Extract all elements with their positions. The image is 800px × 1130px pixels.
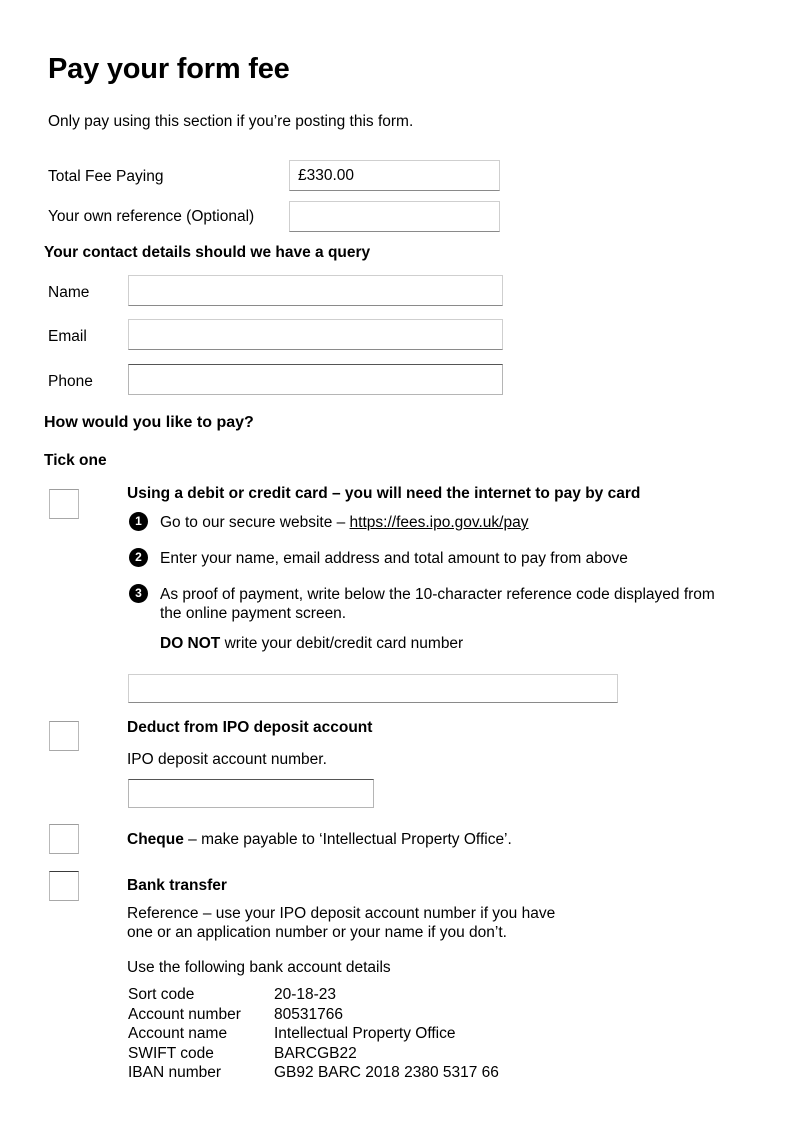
bank-detail-key: IBAN number	[128, 1064, 222, 1081]
checkbox-bank-transfer[interactable]	[49, 871, 79, 901]
bank-account-details	[128, 985, 499, 1083]
bank-detail-row	[128, 1044, 499, 1064]
tick-one-label: Tick one	[44, 452, 107, 469]
bank-transfer-reference-line-1: Reference – use your IPO deposit account number if you have	[127, 905, 556, 922]
payment-heading: How would you like to pay?	[44, 414, 254, 431]
phone-label: Phone	[48, 373, 93, 390]
step-number-3: 3	[129, 584, 148, 603]
do-not-strong: DO NOT	[160, 635, 221, 652]
name-input[interactable]	[128, 275, 503, 306]
bank-detail-key: SWIFT code	[128, 1044, 214, 1062]
name-label: Name	[48, 284, 90, 301]
do-not-rest: write your debit/credit card number	[220, 635, 464, 652]
do-not-warning	[160, 634, 463, 654]
intro-text: Only pay using this section if you’re posting this form.	[48, 113, 414, 130]
cheque-strong: Cheque	[127, 831, 184, 848]
deposit-account-input[interactable]	[128, 779, 374, 808]
bank-transfer-title: Bank transfer	[127, 877, 227, 894]
bank-detail-value: Intellectual Property Office	[274, 1025, 456, 1042]
card-step-2-text: Enter your name, email address and total amount to pay from above	[160, 550, 628, 567]
use-bank-details-label: Use the following bank account details	[127, 959, 391, 976]
deposit-subtitle: IPO deposit account number.	[127, 751, 327, 768]
phone-input[interactable]	[128, 364, 503, 395]
bank-detail-value: 80531766	[274, 1005, 343, 1023]
step-number-2: 2	[129, 548, 148, 567]
email-label: Email	[48, 328, 87, 345]
checkbox-cheque[interactable]	[49, 824, 79, 854]
bank-detail-key: Account number	[128, 1005, 241, 1023]
card-payment-title: Using a debit or credit card – you will need the internet to pay by card	[127, 485, 641, 502]
checkbox-ipo-deposit[interactable]	[49, 721, 79, 751]
fees-pay-link[interactable]: https://fees.ipo.gov.uk/pay	[349, 514, 529, 531]
bank-transfer-reference-line-2: one or an application number or your name if you don’t.	[127, 924, 507, 941]
bank-detail-key: Account name	[128, 1025, 228, 1042]
bank-detail-row	[128, 1024, 499, 1044]
total-fee-label: Total Fee Paying	[48, 168, 164, 185]
bank-detail-value: GB92 BARC 2018 2380 5317 66	[274, 1064, 499, 1081]
own-reference-input[interactable]	[289, 201, 500, 232]
bank-detail-row	[128, 1063, 499, 1083]
bank-detail-value: 20-18-23	[274, 986, 337, 1003]
contact-details-heading: Your contact details should we have a query	[44, 244, 371, 261]
own-reference-label: Your own reference (Optional)	[48, 208, 255, 225]
cheque-rest: – make payable to ‘Intellectual Property Office’.	[183, 831, 512, 848]
deposit-title: Deduct from IPO deposit account	[127, 719, 373, 736]
bank-detail-value: BARCGB22	[274, 1044, 357, 1062]
bank-detail-row	[128, 985, 499, 1005]
bank-detail-row	[128, 1005, 499, 1025]
cheque-text	[127, 830, 512, 850]
step-number-1: 1	[129, 512, 148, 531]
reference-code-input[interactable]	[128, 674, 618, 703]
card-step-1-text	[160, 513, 528, 532]
card-step-3-text: As proof of payment, write below the 10-character reference code displayed from the online payment screen.	[160, 586, 715, 623]
card-step-1-prefix: Go to our secure website –	[160, 514, 350, 531]
bank-detail-key: Sort code	[128, 986, 195, 1003]
checkbox-card-payment[interactable]	[49, 489, 79, 519]
email-input[interactable]	[128, 319, 503, 350]
page-title: Pay your form fee	[48, 53, 290, 85]
total-fee-input[interactable]	[289, 160, 500, 191]
